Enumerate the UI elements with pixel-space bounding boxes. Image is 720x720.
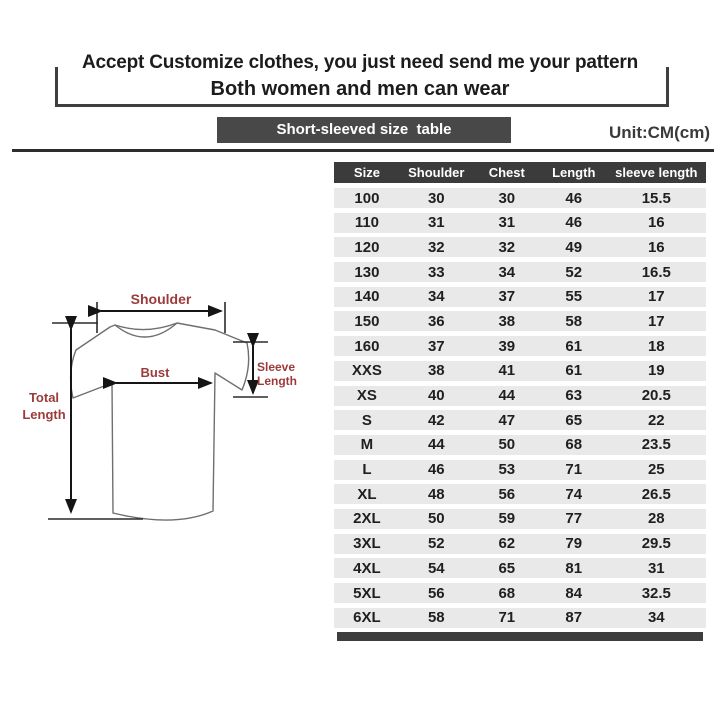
size-label-cell: L — [362, 461, 372, 479]
measurement-cell: 79 — [565, 535, 583, 553]
size-label-cell: 5XL — [353, 584, 381, 602]
measurement-cell: 46 — [565, 189, 583, 207]
measurement-cell: 46 — [427, 461, 445, 479]
measurement-cell: 74 — [565, 485, 583, 503]
measurement-cell: 32.5 — [641, 584, 671, 602]
measurement-cell: 87 — [565, 609, 583, 627]
table-row — [334, 311, 706, 331]
table-row — [334, 188, 706, 208]
measurement-cell: 34 — [647, 609, 665, 627]
measurement-cell: 81 — [565, 559, 583, 577]
measurement-cell: 30 — [427, 189, 445, 207]
measurement-cell: 32 — [498, 238, 516, 256]
size-label-cell: 100 — [354, 189, 380, 207]
measurement-cell: 61 — [565, 337, 583, 355]
measurement-cell: 29.5 — [641, 535, 671, 553]
measurement-cell: 41 — [498, 362, 516, 380]
column-header-length: Length — [552, 165, 596, 180]
measurement-cell: 71 — [565, 461, 583, 479]
shoulder-label: Shoulder — [130, 291, 192, 307]
measurement-cell: 53 — [498, 461, 516, 479]
column-header-chest: Chest — [488, 165, 525, 180]
measurement-cell: 25 — [647, 461, 665, 479]
table-row — [334, 361, 706, 381]
table-row — [334, 509, 706, 529]
measurement-cell: 31 — [647, 559, 665, 577]
column-header-size: Size — [353, 165, 380, 180]
table-caption: Short-sleeved size table — [217, 117, 511, 143]
measurement-cell: 34 — [427, 288, 445, 306]
size-label-cell: XS — [356, 387, 377, 404]
banner-line-1: Accept Customize clothes, you just need send me your pattern — [81, 52, 638, 73]
size-label-cell: M — [360, 436, 374, 454]
size-label-cell: XXS — [351, 362, 382, 380]
table-row — [334, 534, 706, 554]
measurement-cell: 77 — [565, 510, 583, 528]
measurement-cell: 48 — [427, 485, 445, 503]
table-row — [334, 237, 706, 257]
table-row — [334, 410, 706, 430]
tshirt-measurement-diagram — [15, 278, 315, 543]
measurement-cell: 46 — [565, 214, 583, 232]
measurement-cell: 56 — [427, 584, 445, 602]
measurement-cell: 39 — [498, 337, 516, 355]
measurement-cell: 17 — [647, 288, 665, 306]
measurement-cell: 20.5 — [641, 387, 671, 404]
measurement-cell: 68 — [565, 436, 583, 454]
measurement-cell: 54 — [427, 559, 445, 577]
measurement-cell: 55 — [565, 288, 583, 306]
measurement-cell: 28 — [647, 510, 665, 528]
measurement-cell: 23.5 — [641, 436, 671, 454]
measurement-cell: 49 — [565, 238, 583, 256]
measurement-cell: 15.5 — [641, 189, 671, 207]
measurement-cell: 71 — [498, 609, 516, 627]
measurement-cell: 38 — [498, 312, 516, 330]
measurement-cell: 62 — [498, 535, 516, 553]
measurement-cell: 59 — [498, 510, 516, 528]
measurement-cell: 37 — [427, 337, 445, 355]
size-label-cell: 140 — [354, 288, 380, 306]
measurement-cell: 38 — [427, 362, 445, 380]
table-row — [334, 558, 706, 578]
table-row — [334, 262, 706, 282]
table-row — [334, 484, 706, 504]
table-row — [334, 435, 706, 455]
unit-label: Unit:CM(cm) — [608, 123, 710, 142]
measurement-cell: 50 — [498, 436, 516, 454]
size-label-cell: 110 — [354, 214, 380, 232]
tshirt-outline — [71, 323, 249, 520]
table-body — [334, 188, 706, 628]
measurement-cell: 30 — [498, 189, 516, 207]
measurement-cell: 36 — [427, 312, 445, 330]
total-length-label-1: Total — [28, 390, 60, 405]
banner-line-2: Both women and men can wear — [210, 78, 510, 100]
measurement-cell: 22 — [647, 411, 665, 429]
size-label-cell: 150 — [354, 312, 380, 330]
measurement-cell: 16 — [647, 238, 665, 256]
size-label-cell: S — [361, 411, 372, 429]
measurement-cell: 32 — [427, 238, 445, 256]
measurement-cell: 17 — [647, 312, 665, 330]
size-label-cell: 160 — [354, 337, 380, 355]
measurement-cell: 26.5 — [641, 485, 671, 503]
measurement-cell: 37 — [498, 288, 516, 306]
size-label-cell: 120 — [354, 238, 380, 256]
measurement-cell: 63 — [565, 387, 583, 404]
measurement-cell: 65 — [565, 411, 583, 429]
size-table — [334, 162, 706, 641]
measurement-cell: 50 — [427, 510, 445, 528]
table-row — [334, 583, 706, 603]
size-label-cell: 3XL — [353, 535, 381, 553]
measurement-cell: 16.5 — [641, 263, 671, 281]
sleeve-length-label-1: Sleeve — [257, 360, 296, 374]
measurement-cell: 52 — [427, 535, 445, 553]
measurement-cell: 44 — [427, 436, 445, 454]
banner-bracket — [55, 67, 669, 107]
measurement-cell: 65 — [498, 559, 516, 577]
measurement-cell: 58 — [565, 312, 583, 330]
table-row — [334, 336, 706, 356]
measurement-cell: 56 — [498, 485, 516, 503]
table-row — [334, 287, 706, 307]
measurement-cell: 34 — [498, 263, 516, 281]
measurement-cell: 61 — [565, 362, 583, 380]
table-row — [334, 608, 706, 628]
measurement-cell: 42 — [427, 411, 445, 429]
total-length-label-2: Length — [22, 407, 66, 422]
table-header-row — [334, 162, 706, 183]
measurement-cell: 47 — [498, 411, 516, 429]
table-bottom-bar — [337, 632, 703, 641]
measurement-cell: 40 — [427, 387, 445, 404]
measurement-cell: 31 — [498, 214, 516, 232]
measurement-cell: 58 — [427, 609, 445, 627]
column-header-shoulder: Shoulder — [408, 165, 465, 180]
table-row — [334, 386, 706, 406]
measurement-cell: 84 — [565, 584, 583, 602]
size-label-cell: 6XL — [353, 609, 381, 627]
measurement-cell: 16 — [647, 214, 665, 232]
size-label-cell: 4XL — [353, 559, 381, 577]
table-row — [334, 460, 706, 480]
column-header-sleeve-length: sleeve length — [615, 165, 698, 180]
measurement-cell: 68 — [498, 584, 516, 602]
bust-label: Bust — [140, 365, 170, 380]
measurement-cell: 18 — [647, 337, 665, 355]
measurement-cell: 44 — [498, 387, 516, 404]
measurement-cell: 33 — [427, 263, 445, 281]
table-row — [334, 213, 706, 233]
divider-rule — [12, 149, 714, 152]
measurement-cell: 31 — [427, 214, 445, 232]
size-label-cell: 2XL — [353, 510, 381, 528]
sleeve-length-label-2: Length — [257, 374, 297, 388]
measurement-cell: 19 — [647, 362, 665, 380]
size-label-cell: 130 — [354, 263, 380, 281]
measurement-cell: 52 — [565, 263, 583, 281]
size-label-cell: XL — [357, 485, 377, 503]
